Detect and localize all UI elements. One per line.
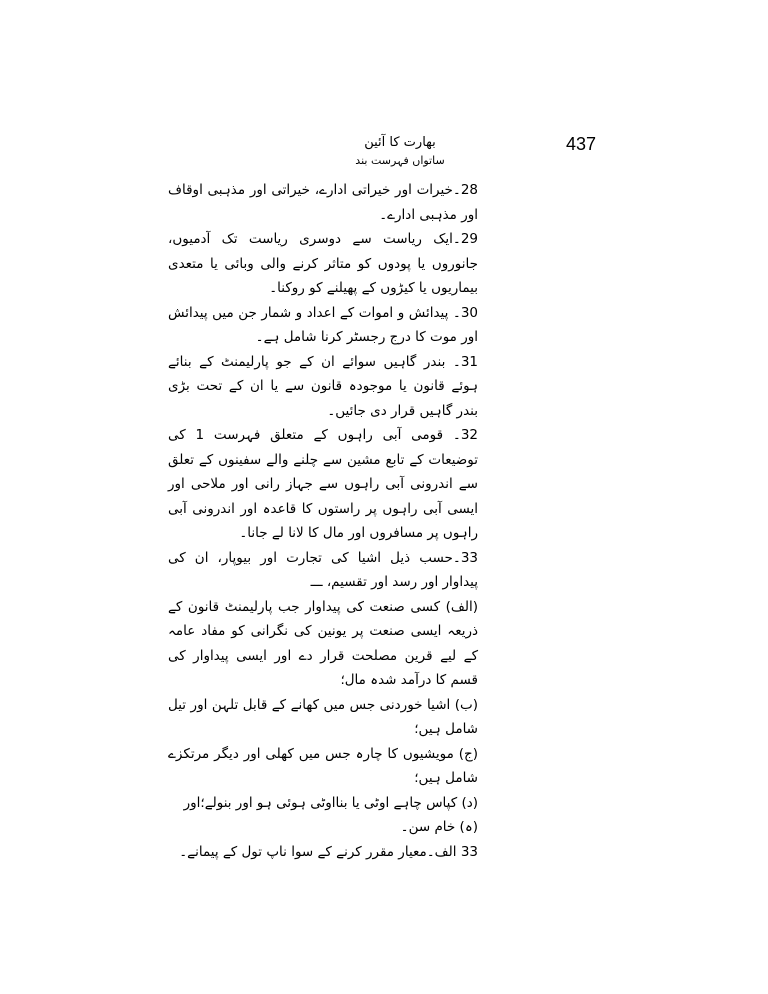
header-subtitle: ساتواں فہرست بند	[355, 154, 445, 167]
entry-text: ۔ قومی آبی راہوں کے متعلق فہرست 1 کی توضیعات کے تابع مشین سے چلنے والے سفینوں کے تعلق سے اندرونی آبی راہوں سے جہاز رانی اور ملاحی اور ایسی آبی راہوں پر راستوں کا قاعدہ اور اندرونی آبی راہوں پر مسافروں اور مال کا لانا لے جانا۔	[168, 427, 478, 541]
entries-list	[168, 178, 478, 864]
entry-number: 33	[460, 843, 478, 860]
entry-text: ۔ایک ریاست سے دوسری ریاست تک آدمیوں، جانوروں یا پودوں کو متاثر کرنے والی وبائی یا متعدی بیماریوں یا کیڑوں کے پھیلنے کو روکنا۔	[168, 231, 478, 296]
entry-30	[168, 301, 478, 350]
entry-text: ۔خیرات اور خیراتی ادارے، خیراتی اور مذہبی اوقاف اور مذہبی ادارے۔	[168, 182, 478, 223]
page-number: 437	[566, 134, 597, 154]
entry-28	[168, 178, 478, 227]
entry-29	[168, 227, 478, 301]
entry-33-alif	[168, 840, 478, 865]
header-title: بھارت کا آئین	[364, 135, 436, 150]
entry-number: 31	[460, 353, 478, 370]
entry-text: ۔ پیدائش و اموات کے اعداد و شمار جن میں پیدائش اور موت کا درج رجسٹر کرنا شامل ہے۔	[168, 304, 478, 345]
subitem-be: (ب) اشیا خوردنی جس میں کھانے کے قابل تلہن اور تیل شامل ہیں؛	[168, 696, 478, 737]
entry-text: ۔ بندر گاہیں سوائے ان کے جو پارلیمنٹ کے بنائے ہوئے قانون یا موجودہ قانون سے یا ان کے تحت بڑی بندر گاہیں قرار دی جائیں۔	[168, 353, 478, 419]
entry-text: الف۔معیار مقرر کرنے کے سوا ناپ تول کے پیمانے۔	[179, 843, 461, 860]
entry-number: 29	[460, 231, 478, 247]
entry-number: 33	[460, 549, 478, 566]
entry-31	[168, 350, 478, 424]
entry-32	[168, 423, 478, 546]
entry-33	[168, 546, 478, 595]
subitem-jeem: (ج) مویشیوں کا چارہ جس میں کھلی اور دیگر مرتکزے شامل ہیں؛	[168, 745, 478, 786]
subitem-he: (ہ) خام سن۔	[400, 819, 478, 835]
entry-number: 32	[460, 427, 478, 443]
entry-number: 30	[460, 304, 478, 321]
subitem-daal: (د) کپاس چاہے اوٹی یا بنااوٹی ہوئی ہو اور بنولے؛اور	[183, 794, 478, 811]
entry-text: ۔حسب ذیل اشیا کی تجارت اور بیوپار، ان کی پیداوار اور رسد اور تقسیم، ـــ	[168, 549, 478, 590]
entry-number: 28	[460, 182, 478, 198]
subitem-alif: (الف) کسی صنعت کی پیداوار جب پارلیمنٹ قانون کے ذریعہ ایسی صنعت پر یونین کی نگرانی کو مفاد عامہ کے لیے قرین مصلحت قرار دے اور ایسی پیداوار کی قسم کا درآمد شدہ مال؛	[168, 598, 478, 688]
running-header	[300, 133, 500, 169]
